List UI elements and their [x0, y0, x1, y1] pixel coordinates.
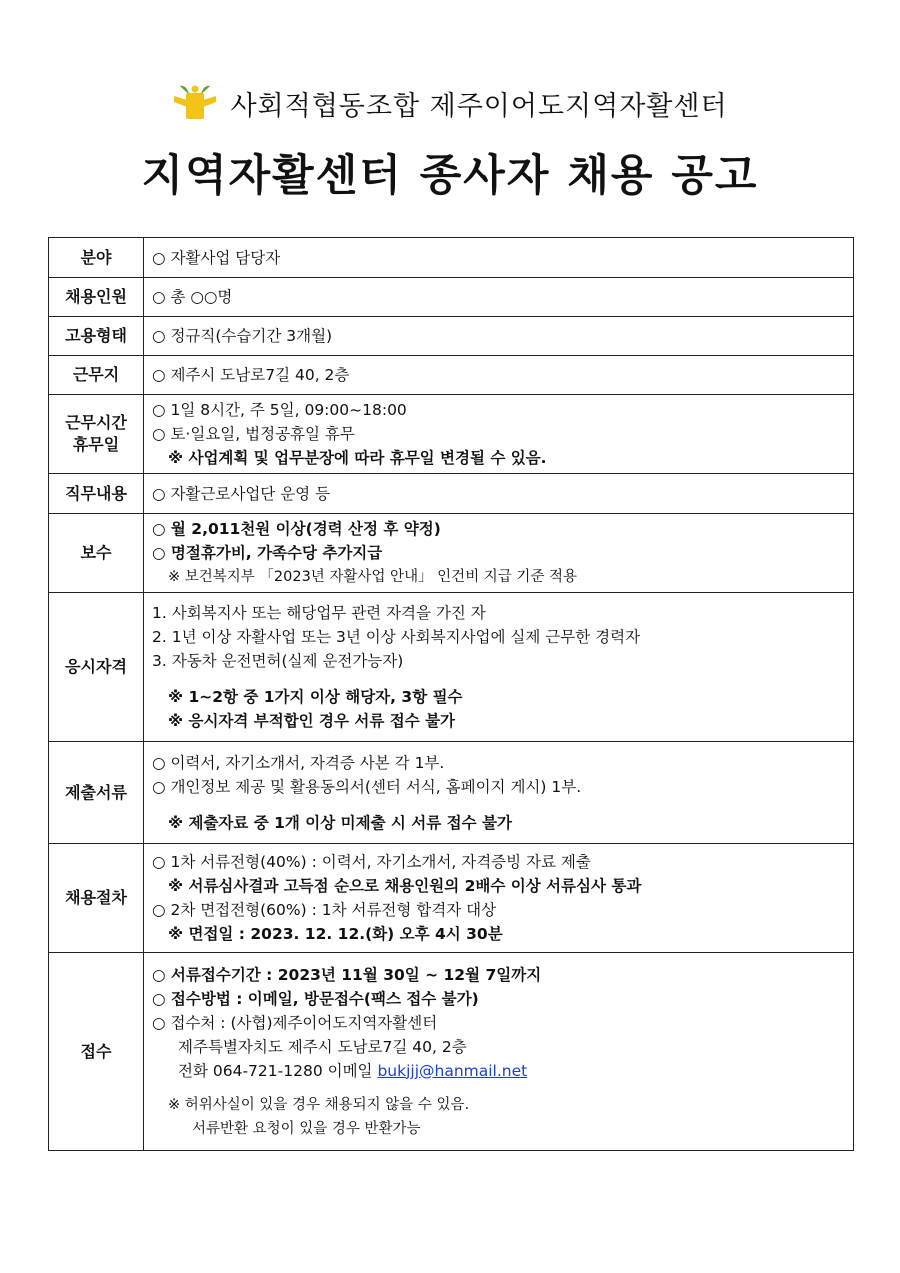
pay-note: ※ 보건복지부 「2023년 자활사업 안내」 인건비 지급 기준 적용 [168, 569, 578, 585]
documents-line-1: ○ 이력서, 자기소개서, 자격증 사본 각 1부. [152, 753, 445, 772]
label-location: 근무지 [49, 356, 144, 395]
process-note-2: ※ 면접일 : 2023. 12. 12.(화) 오후 4시 30분 [168, 925, 503, 943]
content-hours [144, 395, 854, 474]
row-employment [49, 317, 854, 356]
content-location [144, 356, 854, 395]
application-period: ○ 서류접수기간 : 2023년 11월 30일 ~ 12월 7일까지 [152, 965, 542, 984]
row-duties [49, 474, 854, 514]
row-pay [49, 514, 854, 593]
label-qualification: 응시자격 [49, 593, 144, 742]
row-application [49, 953, 854, 1151]
pay-line-2: ○ 명절휴가비, 가족수당 추가지급 [152, 544, 383, 562]
org-logo-icon [172, 83, 218, 123]
content-documents [144, 742, 854, 844]
hours-line-1: ○ 1일 8시간, 주 5일, 09:00~18:00 [152, 401, 407, 419]
row-qualification [49, 593, 854, 742]
qualification-note-1: ※ 1~2항 중 1가지 이상 해당자, 3항 필수 [168, 688, 463, 706]
documents-note: ※ 제출자료 중 1개 이상 미제출 시 서류 접수 불가 [168, 813, 512, 832]
application-address: 제주특별자치도 제주시 도남로7길 40, 2층 [178, 1037, 467, 1056]
location-line: ○ 제주시 도남로7길 40, 2층 [152, 366, 350, 384]
headcount-line: ○ 총 ○○명 [152, 288, 233, 306]
employment-line: ○ 정규직(수습기간 3개월) [152, 327, 333, 345]
content-headcount [144, 278, 854, 317]
label-process: 채용절차 [49, 844, 144, 953]
application-note-2: 서류반환 요청이 있을 경우 반환가능 [192, 1120, 421, 1137]
field-line: ○ 자활사업 담당자 [152, 248, 281, 267]
label-hours-line2: 휴무일 [72, 435, 120, 454]
process-note-1: ※ 서류심사결과 고득점 순으로 채용인원의 2배수 이상 서류심사 통과 [168, 877, 642, 895]
qualification-line-1: 1. 사회복지사 또는 해당업무 관련 자격을 가진 자 [152, 604, 486, 622]
application-method: ○ 접수방법 : 이메일, 방문접수(팩스 접수 불가) [152, 989, 479, 1008]
row-headcount [49, 278, 854, 317]
email-link[interactable]: bukjjj@hanmail.net [377, 1061, 528, 1080]
spacer [152, 1083, 845, 1093]
label-duties: 직무내용 [49, 474, 144, 514]
application-note-1: ※ 허위사실이 있을 경우 채용되지 않을 수 있음. [168, 1096, 470, 1113]
row-process [49, 844, 854, 953]
label-field: 분야 [49, 238, 144, 278]
label-pay: 보수 [49, 514, 144, 593]
label-application: 접수 [49, 953, 144, 1151]
content-pay [144, 514, 854, 593]
content-duties [144, 474, 854, 514]
label-documents: 제출서류 [49, 742, 144, 844]
row-hours [49, 395, 854, 474]
label-headcount: 채용인원 [49, 278, 144, 317]
documents-line-2: ○ 개인정보 제공 및 활용동의서(센터 서식, 홈페이지 게시) 1부. [152, 777, 582, 796]
row-field [49, 238, 854, 278]
content-qualification [144, 593, 854, 742]
phone-text: 전화 064-721-1280 이메일 [178, 1061, 378, 1080]
label-hours-line1: 근무시간 [65, 413, 127, 432]
application-contact [152, 1059, 845, 1083]
qualification-note-2: ※ 응시자격 부적합인 경우 서류 접수 불가 [168, 712, 456, 730]
spacer [152, 799, 845, 811]
row-documents [49, 742, 854, 844]
process-line-1: ○ 1차 서류전형(40%) : 이력서, 자기소개서, 자격증빙 자료 제출 [152, 853, 591, 871]
label-employment: 고용형태 [49, 317, 144, 356]
content-process [144, 844, 854, 953]
application-place: ○ 접수처 : (사협)제주이어도지역자활센터 [152, 1013, 438, 1032]
label-hours [49, 395, 144, 474]
spacer [152, 673, 845, 685]
content-application [144, 953, 854, 1151]
qualification-line-2: 2. 1년 이상 자활사업 또는 3년 이상 사회복지사업에 실제 근무한 경력자 [152, 628, 641, 646]
page-title: 지역자활센터 종사자 채용 공고 [141, 151, 759, 201]
org-name: 사회적협동조합 제주이어도지역자활센터 [230, 90, 728, 122]
process-line-2: ○ 2차 면접전형(60%) : 1차 서류전형 합격자 대상 [152, 901, 497, 919]
duties-line: ○ 자활근로사업단 운영 등 [152, 484, 331, 503]
content-field [144, 238, 854, 278]
document-header [0, 78, 900, 203]
job-posting-table [48, 237, 854, 1151]
content-employment [144, 317, 854, 356]
qualification-line-3: 3. 자동차 운전면허(실제 운전가능자) [152, 652, 404, 670]
hours-line-2: ○ 토·일요일, 법정공휴일 휴무 [152, 425, 355, 443]
hours-note: ※ 사업계획 및 업무분장에 따라 휴무일 변경될 수 있음. [168, 449, 547, 467]
org-heading [0, 78, 900, 128]
row-location [49, 356, 854, 395]
pay-line-1: ○ 월 2,011천원 이상(경력 산정 후 약정) [152, 520, 441, 538]
